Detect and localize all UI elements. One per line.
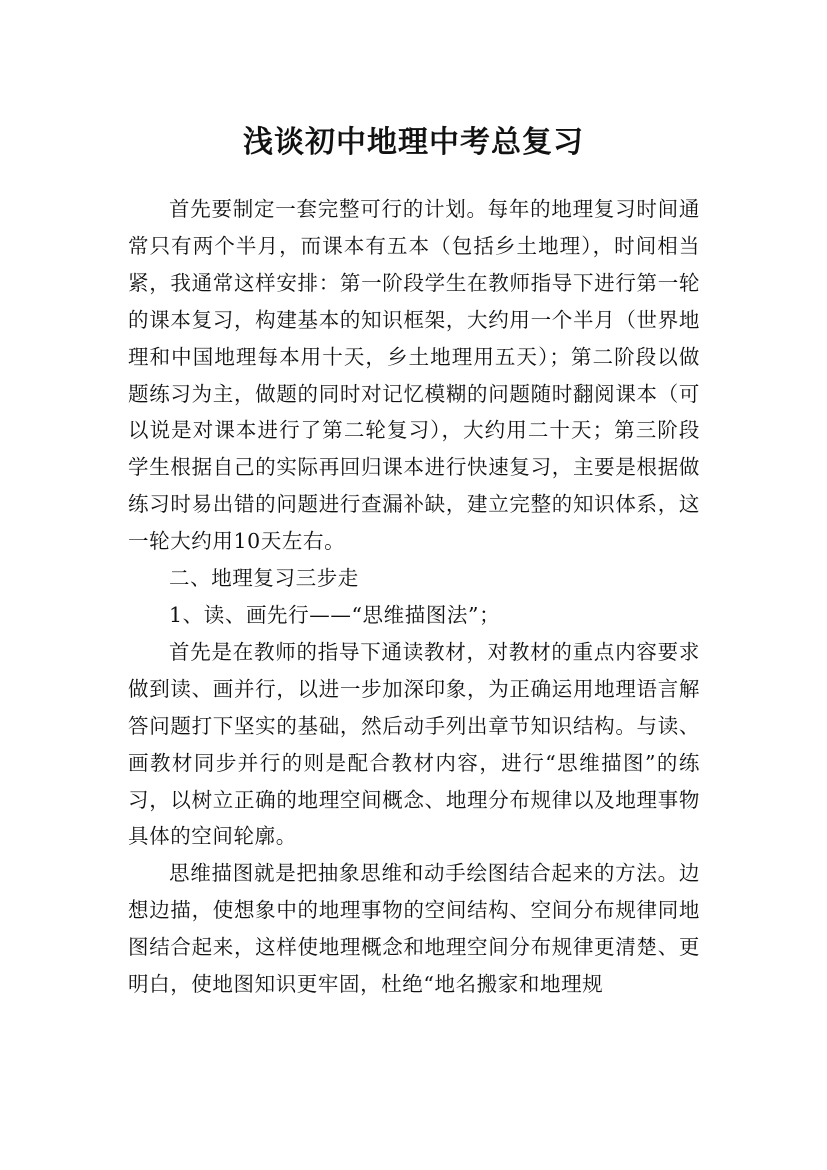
document-body <box>128 191 700 1003</box>
subsection-heading-read-draw: 1、读、画先行——“思维描图法”； <box>169 602 501 627</box>
document-title: 浅谈初中地理中考总复习 <box>243 125 584 161</box>
section-heading-three-steps: 二、地理复习三步走 <box>169 566 359 591</box>
paragraph-read-draw: 首先是在教师的指导下通读教材，对教材的重点内容要求做到读、画并行，以进一步加深印象，为正确运用地理语言解答问题打下坚实的基础，然后动手列出章节知识结构。与读、画教材同步并行的则是配合教材内容，进行“思维描图”的练习，以树立正确的地理空间概念、地理分布规律以及地理事物具体的空间轮廓。 <box>128 639 700 849</box>
paragraph-review-plan: 首先要制定一套完整可行的计划。每年的地理复习时间通常只有两个半月，而课本有五本（包括乡土地理），时间相当紧，我通常这样安排：第一阶段学生在教师指导下进行第一轮的课本复习，构建基本的知识框架，大约用一个半月（世界地理和中国地理每本用十天，乡土地理用五天）；第二阶段以做题练习为主，做题的同时对记忆模糊的问题随时翻阅课本（可以说是对课本进行了第二轮复习），大约用二十天；第三阶段学生根据自己的实际再回归课本进行快速复习，主要是根据做练习时易出错的问题进行查漏补缺，建立完整的知识体系，这一轮大约用10天左右。 <box>128 197 700 554</box>
paragraph-thinking-sketch: 思维描图就是把抽象思维和动手绘图结合起来的方法。边想边描，使想象中的地理事物的空间结构、空间分布规律同地图结合起来，这样使地理概念和地理空间分布规律更清楚、更明白，使地图知识更牢固，杜绝“地名搬家和地理规 <box>128 861 700 997</box>
